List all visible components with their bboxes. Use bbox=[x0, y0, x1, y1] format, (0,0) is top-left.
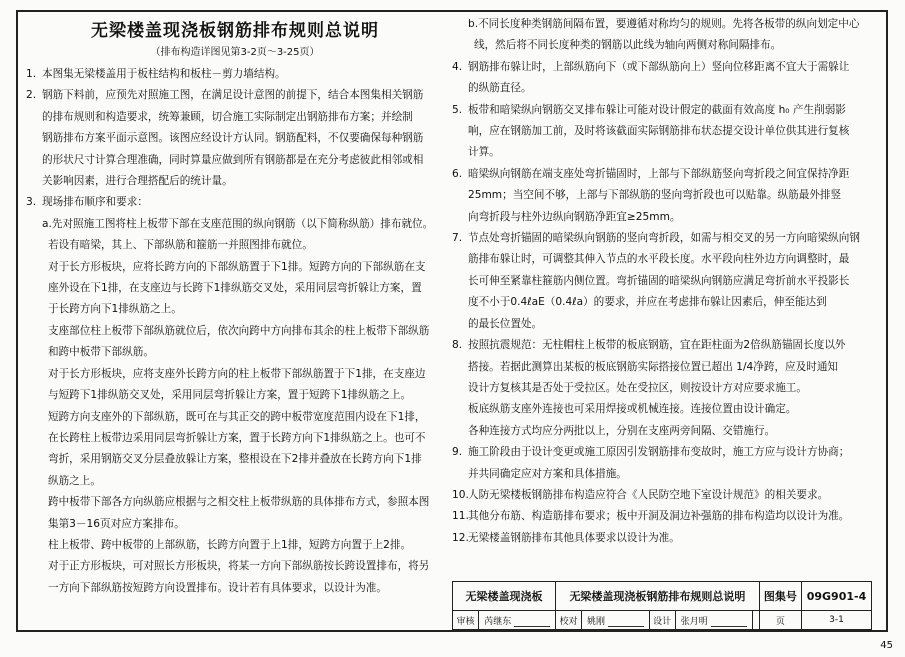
text-line bbox=[26, 449, 444, 470]
line-text: 并共同确定应对方案和具体措施。 bbox=[468, 467, 627, 480]
line-text: 计算。 bbox=[468, 146, 500, 159]
designer-signature bbox=[711, 616, 747, 627]
line-text: 跨中板带下部各方向纵筋应根据与之相交柱上板带纵筋的具体排布方式，参照本图 bbox=[48, 496, 430, 509]
text-line bbox=[452, 528, 877, 549]
text-line bbox=[26, 428, 444, 449]
text-line bbox=[452, 121, 877, 142]
text-line bbox=[452, 100, 877, 121]
text-line bbox=[26, 556, 444, 577]
right-text-block bbox=[452, 14, 877, 549]
line-text: 25mm；当空间不够，上部与下部纵筋的竖向弯折段也可以贴靠。纵筋最外排竖 bbox=[468, 189, 842, 202]
line-text: 座外设在下1排，在支座边与长跨下1排纵筋交叉处，采用同层弯折躲让方案，置 bbox=[48, 282, 422, 295]
text-line bbox=[452, 271, 877, 292]
line-text: 人防无梁楼板钢筋排布构造应符合《人民防空地下室设计规范》的相关要求。 bbox=[468, 488, 829, 501]
line-text: a.先对照施工图将柱上板带下部在支座范围的纵向钢筋（以下简称纵筋）排布就位。 bbox=[42, 217, 434, 230]
page-title: 无梁楼盖现浇板钢筋排布规则总说明 bbox=[91, 21, 379, 41]
line-text: 向弯折段与柱外边纵向钢筋净距宜≥25mm。 bbox=[468, 210, 681, 223]
line-text: 搭接。若据此测算出某板的板底钢筋实际搭接位置已超出 1/4净跨，应及时通知 bbox=[468, 360, 839, 373]
item-number: 11. bbox=[452, 510, 469, 523]
page-label: 页 bbox=[759, 611, 801, 630]
checker-signature bbox=[608, 616, 644, 627]
text-line bbox=[452, 292, 877, 313]
left-text-block bbox=[26, 64, 444, 599]
line-text: 响，应在钢筋加工前，及时将该截面实际钢筋排布状态提交设计单位供其进行复核 bbox=[468, 125, 850, 138]
line-text: 板带和暗梁纵向钢筋交叉排布躲让可能对设计假定的截面有效高度 h₀ 产生削弱影 bbox=[468, 103, 846, 116]
text-line bbox=[452, 421, 877, 442]
line-text: 于长跨方向下1排纵筋之上。 bbox=[48, 303, 182, 316]
page-number: 45 bbox=[880, 640, 893, 651]
text-line bbox=[26, 107, 444, 128]
check-label: 校对 bbox=[556, 611, 582, 630]
text-line bbox=[452, 228, 877, 249]
line-text: 短跨方向支座外的下部纵筋，既可在与其正交的跨中板带宽度范围内设在下1排， bbox=[48, 410, 426, 423]
line-text: 和跨中板带下部纵筋。 bbox=[48, 346, 154, 359]
text-line bbox=[452, 14, 877, 35]
line-text: 对于正方形板块，可对照长方形板块，将某一方向下部纵筋按长跨设置排布，将另 bbox=[48, 560, 430, 573]
text-line bbox=[26, 321, 444, 342]
line-text: 柱上板带、跨中板带的上部纵筋，长跨方向置于上1排，短跨方向置于上2排。 bbox=[48, 538, 412, 551]
text-line bbox=[452, 399, 877, 420]
line-text: 的形状尺寸计算合理准确，同时算量应做到所有钢筋都是在充分考虑彼此相邻或相 bbox=[42, 153, 424, 166]
line-text: 本图集无梁楼盖用于板柱结构和板柱－剪力墙结构。 bbox=[42, 68, 286, 80]
page-subtitle: （排布构造详图见第3-2页～3-25页） bbox=[150, 47, 320, 58]
title-block-drawing-title: 无梁楼盖现浇板钢筋排布规则总说明 bbox=[556, 582, 760, 611]
line-text: 的纵筋直径。 bbox=[468, 82, 532, 95]
text-line bbox=[452, 357, 877, 378]
text-line bbox=[26, 278, 444, 299]
text-line bbox=[26, 85, 444, 106]
item-number: 9. bbox=[452, 446, 463, 459]
line-text: 暗梁纵向钢筋在端支座处弯折锚固时，上部与下部纵筋竖向弯折段之间宜保持净距 bbox=[468, 167, 850, 180]
line-text: 设计方复核其是否处于受拉区。处在受拉区，则按设计方对应要求施工。 bbox=[468, 381, 807, 394]
line-text: 若设有暗梁，其上、下部纵筋和箍筋一并照图排布就位。 bbox=[48, 239, 313, 252]
item-number: 5. bbox=[452, 103, 463, 116]
line-text: 钢筋下料前，应预先对照施工图，在满足设计意图的前提下，结合本图集相关钢筋 bbox=[42, 89, 424, 102]
text-line bbox=[452, 164, 877, 185]
text-line bbox=[26, 407, 444, 428]
line-text: 与短跨下1排纵筋交叉处，采用同层弯折躲让方案，置于短跨下1排纵筋之上。 bbox=[48, 389, 412, 402]
left-column bbox=[26, 14, 444, 599]
line-text: 现场排布顺序和要求： bbox=[42, 196, 148, 209]
item-number: 3. bbox=[26, 196, 37, 209]
line-text: 一方向下部纵筋按短跨方向设置排布。设计若有具体要求，以设计为准。 bbox=[48, 581, 387, 594]
text-line bbox=[452, 464, 877, 485]
line-text: 长可伸至紧靠柱箍筋内侧位置。弯折锚固的暗梁纵向钢筋应满足弯折前水平投影长 bbox=[468, 274, 850, 287]
line-text: 板底纵筋支座外连接也可采用焊接或机械连接。连接位置由设计确定。 bbox=[468, 403, 797, 416]
item-number: 2. bbox=[26, 89, 37, 102]
line-text: 线，然后将不同长度种类的钢筋以此线为轴向两侧对称间隔排布。 bbox=[474, 39, 782, 52]
text-line bbox=[452, 378, 877, 399]
text-line bbox=[26, 171, 444, 192]
line-text: 施工阶段由于设计变更或施工原因引发钢筋排布变故时，施工方应与设计方协商； bbox=[468, 446, 850, 459]
text-line bbox=[452, 57, 877, 78]
item-number: 10. bbox=[452, 488, 469, 501]
page-code: 3-1 bbox=[801, 611, 871, 630]
item-number: 1. bbox=[26, 68, 37, 80]
title-block-atlas-no: 09G901-4 bbox=[801, 582, 871, 611]
review-label: 审核 bbox=[453, 611, 479, 630]
reviewer-name: 芮继东 bbox=[479, 611, 556, 630]
line-text: 集第3－16页对应方案排布。 bbox=[48, 517, 185, 530]
line-text: 在长跨柱上板带边采用同层弯折躲让方案，置于长跨方向下1排纵筋之上。也可不 bbox=[48, 431, 426, 444]
line-text: 的最长位置处。 bbox=[468, 317, 543, 330]
text-line bbox=[452, 485, 877, 506]
title-block-category: 无梁楼盖现浇板 bbox=[453, 582, 556, 611]
text-line bbox=[452, 35, 877, 56]
title-block bbox=[452, 581, 872, 630]
line-text: 其他分布筋、构造筋排布要求；板中开洞及洞边补强筋的排布构造均以设计为准。 bbox=[468, 510, 850, 523]
text-line bbox=[452, 142, 877, 163]
reviewer-signature bbox=[514, 616, 550, 627]
line-text: 对于长方形板块，应将长跨方向的下部纵筋置于下1排。短跨方向的下部纵筋在支 bbox=[48, 260, 426, 273]
text-line bbox=[452, 506, 877, 527]
line-text: 钢筋排布方案平面示意图。该图应经设计方认同。钢筋配料，不仅要确保每种钢筋 bbox=[42, 132, 424, 145]
item-number: 7. bbox=[452, 232, 463, 245]
text-line bbox=[26, 492, 444, 513]
line-text: 筋排布躲让时，可调整其伸入节点的水平段长度。水平段向柱外边方向调整时，最 bbox=[468, 253, 850, 266]
title-block-atlas-label: 图集号 bbox=[759, 582, 801, 611]
line-text: 节点处弯折锚固的暗梁纵向钢筋的竖向弯折段，如需与相交叉的另一方向暗梁纵向钢 bbox=[468, 232, 860, 245]
line-text: 关影响因素，进行合理搭配后的统计量。 bbox=[42, 175, 233, 188]
line-text: 弯折，采用钢筋交叉分层叠放躲让方案，整根设在下2排并叠放在长跨方向下1排 bbox=[48, 453, 422, 466]
text-line bbox=[26, 64, 444, 85]
text-line bbox=[452, 78, 877, 99]
item-number: 6. bbox=[452, 167, 463, 180]
text-line bbox=[26, 150, 444, 171]
line-text: 无梁楼盖钢筋排布其他具体要求以设计为准。 bbox=[468, 531, 680, 544]
text-line bbox=[26, 514, 444, 535]
text-line bbox=[26, 471, 444, 492]
line-text: 对于长方形板块，应将支座外长跨方向的柱上板带下部纵筋置于下1排，在支座边 bbox=[48, 367, 426, 380]
text-line bbox=[452, 442, 877, 463]
right-column bbox=[452, 14, 877, 549]
line-text: b.不同长度种类钢筋间隔布置，要遵循对称均匀的规则。先将各板带的纵向划定中心 bbox=[468, 18, 860, 30]
item-number: 4. bbox=[452, 60, 463, 73]
line-text: 各种连接方式均应分两批以上，分别在支座两旁间隔、交错施行。 bbox=[468, 424, 776, 437]
text-line bbox=[26, 257, 444, 278]
line-text: 钢筋排布躲让时，上部纵筋向下（或下部纵筋向上）竖向位移距离不宜大于需躲让 bbox=[468, 60, 850, 73]
text-line bbox=[26, 214, 444, 235]
text-line bbox=[26, 364, 444, 385]
text-line bbox=[26, 192, 444, 213]
text-line bbox=[26, 235, 444, 256]
text-line bbox=[452, 185, 877, 206]
text-line bbox=[452, 335, 877, 356]
text-line bbox=[452, 314, 877, 335]
item-number: 8. bbox=[452, 339, 463, 352]
line-text: 度不小于0.4ℓaE（0.4ℓa）的要求，并应在考虑排布躲让因素后，伸至能达到 bbox=[468, 296, 827, 309]
design-label: 设计 bbox=[649, 611, 675, 630]
item-number: 12. bbox=[452, 531, 469, 544]
text-line bbox=[26, 385, 444, 406]
text-line bbox=[452, 249, 877, 270]
text-line bbox=[26, 128, 444, 149]
text-line bbox=[26, 578, 444, 599]
text-line bbox=[26, 299, 444, 320]
checker-name: 姚刚 bbox=[582, 611, 649, 630]
text-line bbox=[452, 207, 877, 228]
line-text: 按照抗震规范：无柱帽柱上板带的板底钢筋，宜在距柱面为2倍纵筋锚固长度以外 bbox=[468, 339, 846, 352]
line-text: 的排布规则和构造要求，统筹兼顾，切合施工实际制定出钢筋排布方案；并绘制 bbox=[42, 110, 413, 123]
line-text: 纵筋之上。 bbox=[48, 474, 101, 487]
text-line bbox=[26, 535, 444, 556]
text-line bbox=[26, 342, 444, 363]
designer-name: 张月明 bbox=[675, 611, 752, 630]
line-text: 支座部位柱上板带下部纵筋就位后，依次向跨中方向排布其余的柱上板带下部纵筋 bbox=[48, 324, 430, 337]
